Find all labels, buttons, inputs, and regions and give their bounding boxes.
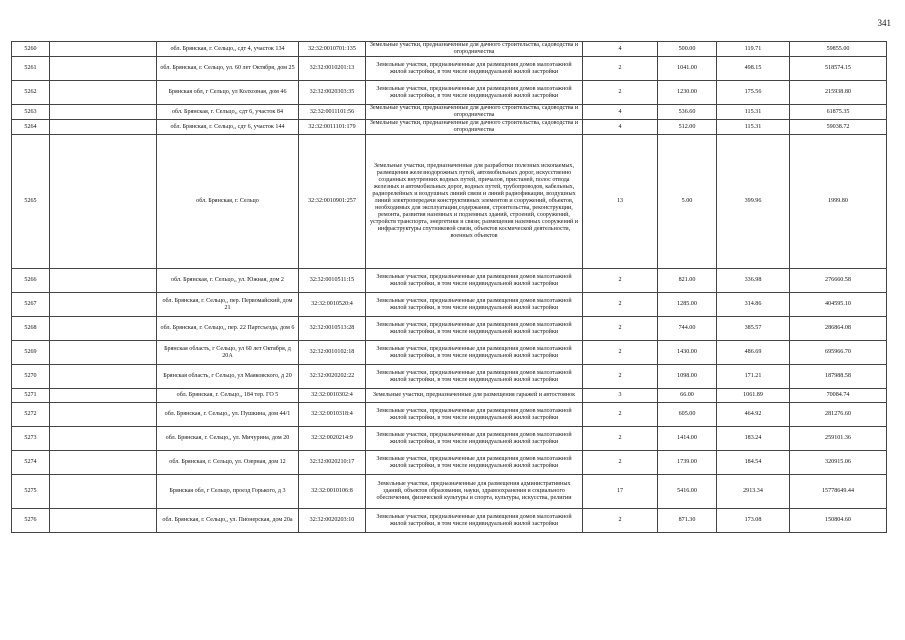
address-cell: обл. Брянская, г. Сельцо, ул. Озерная, дом 12 (157, 451, 299, 475)
cadastral-value-cell: 695966.70 (790, 341, 887, 365)
area-cell: 605.00 (658, 403, 717, 427)
address-cell: обл. Брянская, г. Сельцо, ул. 60 лет Октября, дом 25 (157, 57, 299, 81)
table-row (12, 451, 887, 475)
cadastral-value-cell: 59038.72 (790, 120, 887, 135)
cadastral-number-cell: 32:32:0020210:17 (299, 451, 366, 475)
specific-value-cell: 385.57 (717, 317, 790, 341)
cadastral-value-cell: 320915.06 (790, 451, 887, 475)
land-use-cell: Земельные участки, предназначенные для размещения домов малоэтажной жилой застройки, в том числе индивидуальной жилой застройки (366, 269, 583, 293)
specific-value-cell: 486.69 (717, 341, 790, 365)
cadastral-value-cell: 150804.60 (790, 509, 887, 533)
empty-cell-cell (50, 269, 157, 293)
cadastral-number-cell: 32:32:0010513:28 (299, 317, 366, 341)
group-number-cell: 2 (583, 341, 658, 365)
land-use-cell: Земельные участки, предназначенные для дачного строительства, садоводства и огородничества (366, 42, 583, 57)
page-number: 341 (877, 18, 891, 28)
table-row (12, 42, 887, 57)
cadastral-number-cell: 32:32:0020303:35 (299, 81, 366, 105)
table-row (12, 403, 887, 427)
specific-value-cell: 314.86 (717, 293, 790, 317)
group-number-cell: 3 (583, 389, 658, 403)
cadastral-value-cell: 1999.80 (790, 135, 887, 269)
group-number-cell: 2 (583, 365, 658, 389)
row-number-cell: 5263 (12, 105, 50, 120)
area-cell: 1285.00 (658, 293, 717, 317)
cadastral-number-cell: 32:32:0010201:13 (299, 57, 366, 81)
empty-cell-cell (50, 451, 157, 475)
group-number-cell: 2 (583, 509, 658, 533)
cadastral-number-cell: 32:32:0011101:179 (299, 120, 366, 135)
row-number-cell: 5271 (12, 389, 50, 403)
specific-value-cell: 2913.34 (717, 475, 790, 509)
group-number-cell: 2 (583, 403, 658, 427)
cadastral-value-cell: 259101.36 (790, 427, 887, 451)
cadastral-number-cell: 32:32:0010302:4 (299, 389, 366, 403)
table-row (12, 365, 887, 389)
cadastral-number-cell: 32:32:0010106:8 (299, 475, 366, 509)
row-number-cell: 5274 (12, 451, 50, 475)
land-use-cell: Земельные участки, предназначенные для размещения гаражей и автостоянок (366, 389, 583, 403)
area-cell: 1230.00 (658, 81, 717, 105)
row-number-cell: 5262 (12, 81, 50, 105)
empty-cell-cell (50, 389, 157, 403)
group-number-cell: 17 (583, 475, 658, 509)
cadastral-value-cell: 15778649.44 (790, 475, 887, 509)
cadastral-number-cell: 32:32:0010318:4 (299, 403, 366, 427)
empty-cell-cell (50, 81, 157, 105)
area-cell: 5416.00 (658, 475, 717, 509)
row-number-cell: 5261 (12, 57, 50, 81)
table-row (12, 81, 887, 105)
specific-value-cell: 464.92 (717, 403, 790, 427)
row-number-cell: 5269 (12, 341, 50, 365)
address-cell: обл. Брянская, г. Сельцо (157, 135, 299, 269)
group-number-cell: 13 (583, 135, 658, 269)
cadastral-number-cell: 32:32:0010901:257 (299, 135, 366, 269)
table-row (12, 269, 887, 293)
area-cell: 1414.00 (658, 427, 717, 451)
specific-value-cell: 184.54 (717, 451, 790, 475)
cadastral-number-cell: 32:32:0011101:56 (299, 105, 366, 120)
row-number-cell: 5275 (12, 475, 50, 509)
specific-value-cell: 115.31 (717, 105, 790, 120)
specific-value-cell: 119.71 (717, 42, 790, 57)
address-cell: обл. Брянская, г. Сельцо,, 184 тер. ГО 5 (157, 389, 299, 403)
area-cell: 5.00 (658, 135, 717, 269)
address-cell: обл. Брянская, г. Сельцо,, ул. Южная, дом 2 (157, 269, 299, 293)
table-row (12, 57, 887, 81)
specific-value-cell: 175.56 (717, 81, 790, 105)
row-number-cell: 5265 (12, 135, 50, 269)
cadastral-value-cell: 286864.08 (790, 317, 887, 341)
specific-value-cell: 1061.89 (717, 389, 790, 403)
specific-value-cell: 171.21 (717, 365, 790, 389)
specific-value-cell: 183.24 (717, 427, 790, 451)
empty-cell-cell (50, 105, 157, 120)
area-cell: 1739.00 (658, 451, 717, 475)
group-number-cell: 2 (583, 427, 658, 451)
address-cell: обл. Брянская, г. Сельцо,, сдт 6, участок 84 (157, 105, 299, 120)
empty-cell-cell (50, 317, 157, 341)
land-use-cell: Земельные участки, предназначенные для размещения домов малоэтажной жилой застройки, в том числе индивидуальной жилой застройки (366, 365, 583, 389)
row-number-cell: 5273 (12, 427, 50, 451)
cadastral-number-cell: 32:32:0010520:4 (299, 293, 366, 317)
table-row (12, 317, 887, 341)
cadastral-value-cell: 187988.58 (790, 365, 887, 389)
land-use-cell: Земельные участки, предназначенные для дачного строительства, садоводства и огородничества (366, 105, 583, 120)
land-use-cell: Земельные участки, предназначенные для размещения административных зданий, объектов образования, науки, здравоохранения и социального обеспечения, физической культуры и спорта, культуры, искусства, религии (366, 475, 583, 509)
address-cell: обл. Брянская, г. Сельцо,, ул. Пушкина, дом 44/1 (157, 403, 299, 427)
row-number-cell: 5272 (12, 403, 50, 427)
table-row (12, 475, 887, 509)
row-number-cell: 5268 (12, 317, 50, 341)
row-number-cell: 5270 (12, 365, 50, 389)
group-number-cell: 2 (583, 81, 658, 105)
table-row (12, 509, 887, 533)
cadastral-value-cell: 70084.74 (790, 389, 887, 403)
group-number-cell: 2 (583, 451, 658, 475)
address-cell: Брянская область, г Сельцо, ул 60 лет Октября, д 20А (157, 341, 299, 365)
address-cell: обл. Брянская, г. Сельцо,, сдт 6, участок 144 (157, 120, 299, 135)
area-cell: 500.00 (658, 42, 717, 57)
empty-cell-cell (50, 509, 157, 533)
cadastral-number-cell: 32:32:0010102:18 (299, 341, 366, 365)
empty-cell-cell (50, 57, 157, 81)
address-cell: обл. Брянская, г. Сельцо,, ул. Мичурина, дом 20 (157, 427, 299, 451)
address-cell: Брянская обл, г Сельцо, проезд Горького, д 3 (157, 475, 299, 509)
specific-value-cell: 336.98 (717, 269, 790, 293)
area-cell: 66.00 (658, 389, 717, 403)
land-use-cell: Земельные участки, предназначенные для размещения домов малоэтажной жилой застройки, в том числе индивидуальной жилой застройки (366, 317, 583, 341)
address-cell: обл. Брянская, г. Сельцо,, пер. Первомайский, дом 21 (157, 293, 299, 317)
group-number-cell: 4 (583, 42, 658, 57)
group-number-cell: 2 (583, 317, 658, 341)
land-use-cell: Земельные участки, предназначенные для размещения домов малоэтажной жилой застройки, в том числе индивидуальной жилой застройки (366, 81, 583, 105)
cadastral-value-cell: 518574.15 (790, 57, 887, 81)
land-use-cell: Земельные участки, предназначенные для размещения домов малоэтажной жилой застройки, в том числе индивидуальной жилой застройки (366, 403, 583, 427)
address-cell: Брянская обл, г Сельцо, ул Колхозная, дом 46 (157, 81, 299, 105)
land-use-cell: Земельные участки, предназначенные для дачного строительства, садоводства и огородничества (366, 120, 583, 135)
cadastral-value-cell: 404595.10 (790, 293, 887, 317)
row-number-cell: 5266 (12, 269, 50, 293)
row-number-cell: 5267 (12, 293, 50, 317)
table-row (12, 105, 887, 120)
empty-cell-cell (50, 42, 157, 57)
area-cell: 1098.00 (658, 365, 717, 389)
land-use-cell: Земельные участки, предназначенные для размещения домов малоэтажной жилой застройки, в том числе индивидуальной жилой застройки (366, 341, 583, 365)
cadastral-value-cell: 59855.00 (790, 42, 887, 57)
cadastral-number-cell: 32:32:0020202:22 (299, 365, 366, 389)
land-use-cell: Земельные участки, предназначенные для размещения домов малоэтажной жилой застройки, в том числе индивидуальной жилой застройки (366, 451, 583, 475)
row-number-cell: 5276 (12, 509, 50, 533)
cadastral-value-cell: 281276.60 (790, 403, 887, 427)
specific-value-cell: 498.15 (717, 57, 790, 81)
row-number-cell: 5264 (12, 120, 50, 135)
group-number-cell: 4 (583, 105, 658, 120)
cadastral-value-table (11, 41, 887, 533)
cadastral-number-cell: 32:32:0010701:135 (299, 42, 366, 57)
land-use-cell: Земельные участки, предназначенные для размещения домов малоэтажной жилой застройки, в том числе индивидуальной жилой застройки (366, 427, 583, 451)
address-cell: обл. Брянская, г. Сельцо,, сдт 4, участок 134 (157, 42, 299, 57)
group-number-cell: 2 (583, 269, 658, 293)
land-use-cell: Земельные участки, предназначенные для размещения домов малоэтажной жилой застройки, в том числе индивидуальной жилой застройки (366, 293, 583, 317)
table-row (12, 293, 887, 317)
cadastral-value-cell: 276660.58 (790, 269, 887, 293)
table-row (12, 341, 887, 365)
address-cell: обл. Брянская, г. Сельцо,, пер. 22 Партсъезда, дом 6 (157, 317, 299, 341)
land-use-cell: Земельные участки, предназначенные для размещения домов малоэтажной жилой застройки, в том числе индивидуальной жилой застройки (366, 509, 583, 533)
area-cell: 821.00 (658, 269, 717, 293)
area-cell: 744.00 (658, 317, 717, 341)
cadastral-value-cell: 61875.35 (790, 105, 887, 120)
cadastral-number-cell: 32:32:0010511:15 (299, 269, 366, 293)
empty-cell-cell (50, 427, 157, 451)
area-cell: 1430.00 (658, 341, 717, 365)
table-row (12, 120, 887, 135)
table-row (12, 427, 887, 451)
empty-cell-cell (50, 365, 157, 389)
cadastral-number-cell: 32:32:0020203:10 (299, 509, 366, 533)
empty-cell-cell (50, 341, 157, 365)
table-row (12, 135, 887, 269)
address-cell: обл. Брянская, г. Сельцо,, ул. Пионерская, дом 20а (157, 509, 299, 533)
land-use-cell: Земельные участки, предназначенные для размещения домов малоэтажной жилой застройки, в том числе индивидуальной жилой застройки (366, 57, 583, 81)
area-cell: 871.30 (658, 509, 717, 533)
area-cell: 536.60 (658, 105, 717, 120)
cadastral-number-cell: 32:32:0020214:9 (299, 427, 366, 451)
group-number-cell: 4 (583, 120, 658, 135)
empty-cell-cell (50, 135, 157, 269)
group-number-cell: 2 (583, 57, 658, 81)
row-number-cell: 5260 (12, 42, 50, 57)
specific-value-cell: 173.08 (717, 509, 790, 533)
area-cell: 512.00 (658, 120, 717, 135)
land-use-cell: Земельные участки, предназначенные для разработки полезных ископаемых, размещения железнодорожных путей, автомобильных дорог, искусственно созданных внутренних водных путей, причалов, пристаней, полос отвода железных и автомобильных дорог, водных путей, трубопроводов, кабельных, радиорелейных и воздушных линий связи и линий радиофикации, воздушных линий электропередачи конструктивных элементов и сооружений, объектов, необходимых для эксплуатации,содержания, строительства, реконструкции, ремонта, развития наземных и подземных зданий, строений, сооружений, устройств транспорта, энергетики и связи; размещения наземных сооружений и инфраструктуры спутниковой связи, объектов космической деятельности, военных объектов (366, 135, 583, 269)
table-row (12, 389, 887, 403)
empty-cell-cell (50, 403, 157, 427)
empty-cell-cell (50, 293, 157, 317)
specific-value-cell: 399.96 (717, 135, 790, 269)
group-number-cell: 2 (583, 293, 658, 317)
empty-cell-cell (50, 120, 157, 135)
address-cell: Брянская область, г Сельцо, ул Маяковского, д 20 (157, 365, 299, 389)
empty-cell-cell (50, 475, 157, 509)
cadastral-value-cell: 215938.80 (790, 81, 887, 105)
area-cell: 1041.00 (658, 57, 717, 81)
specific-value-cell: 115.31 (717, 120, 790, 135)
